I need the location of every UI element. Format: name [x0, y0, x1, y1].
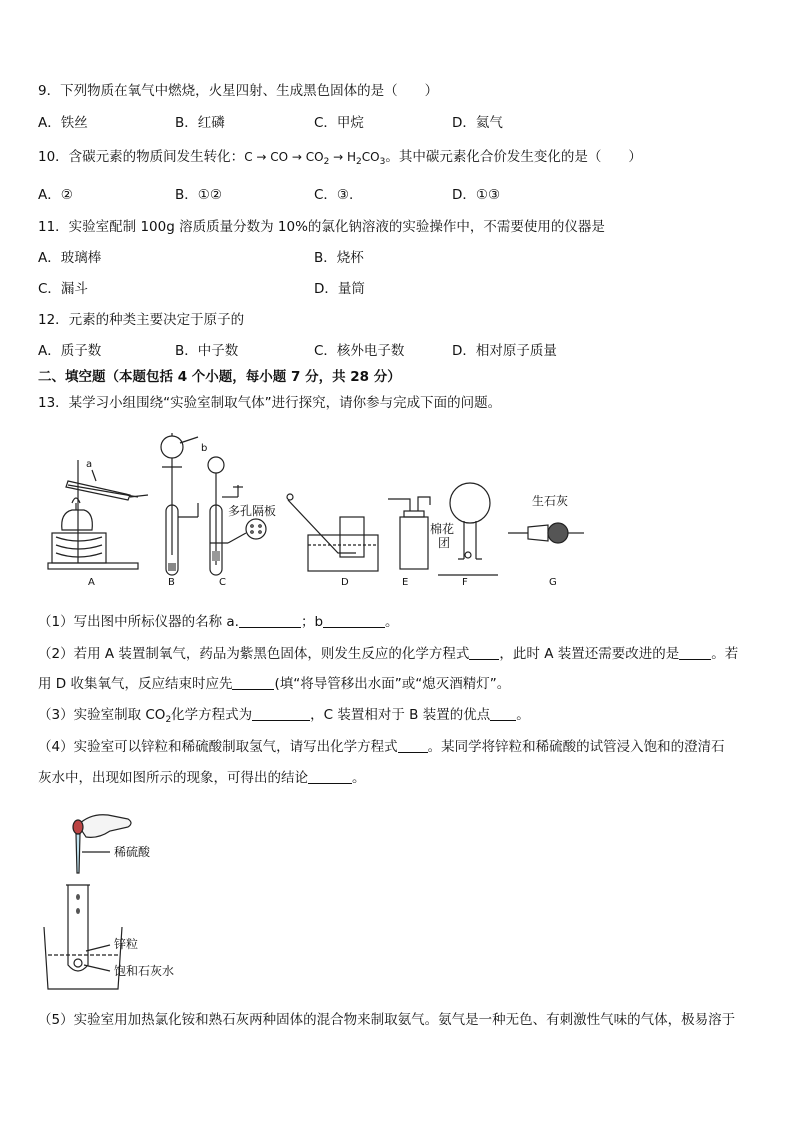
q11-option-b: B．烧杯 [314, 250, 364, 266]
answer-blank-order[interactable] [232, 675, 274, 690]
q11-option-d: D．量筒 [314, 281, 365, 297]
q10-option-c: C．③. [314, 187, 354, 203]
q12-option-d: D．相对原子质量 [452, 343, 557, 359]
fig-label-g: G [549, 577, 557, 588]
q10-option-a: A．② [38, 187, 73, 203]
q11-option-c: C．漏斗 [38, 281, 88, 297]
answer-blank-conclusion[interactable] [308, 769, 352, 784]
q13-part1: （1）写出图中所标仪器的名称 a. ；b 。 [38, 614, 399, 630]
q10-stem-a: 10．含碳元素的物质间发生转化： [38, 149, 245, 165]
q13-part4-line2: 灰水中，出现如图所示的现象，可得出的结论 。 [38, 770, 366, 786]
q11-stem: 11．实验室配制 100g 溶质质量分数为 10%的氯化钠溶液的实验操作中，不需要使用的仪器是 [38, 219, 605, 235]
q9-stem: 9．下列物质在氧气中燃烧，火星四射、生成黑色固体的是（ ） [38, 83, 439, 99]
q9-option-c: C．甲烷 [314, 115, 364, 131]
q13-part5: （5）实验室用加热氯化铵和熟石灰两种固体的混合物来制取氨气。氨气是一种无色、有刺激性气味的气体，极易溶于 [38, 1012, 736, 1028]
apparatus-g [508, 523, 584, 543]
answer-blank-improve[interactable] [679, 645, 711, 660]
q13-part2-line1: （2）若用 A 装置制氧气，药品为紫黑色固体，则发生反应的化学方程式 ，此时 A 装置还需要改进的是 。若 [38, 646, 739, 662]
fig-label-a: A [88, 577, 95, 588]
section-title: 二、填空题（本题包括 4 个小题，每小题 7 分，共 28 分） [38, 369, 401, 385]
q12-stem: 12．元素的种类主要决定于原子的 [38, 312, 245, 328]
apparatus-d [287, 494, 378, 571]
answer-blank-a[interactable] [239, 613, 301, 628]
answer-blank-co2[interactable] [252, 706, 310, 721]
q13-stem: 13．某学习小组围绕“实验室制取气体”进行探究，请你参与完成下面的问题。 [38, 395, 502, 411]
fig-porous-plate: 多孔隔板 [228, 504, 277, 518]
q13-part2-line2: 用 D 收集氧气，反应结束时应先 (填“将导管移出水面”或“熄灭酒精灯”。 [38, 676, 511, 692]
q10-option-d: D．①③ [452, 187, 501, 203]
fig-label-f: F [462, 577, 468, 588]
fig-cotton-2: 团 [438, 536, 451, 550]
label-dilute-sulfuric-acid: 稀硫酸 [114, 845, 151, 859]
label-saturated-lime-water: 饱和石灰水 [114, 964, 175, 978]
beaker-figure [38, 805, 218, 1005]
q9-option-a: A．铁丝 [38, 115, 88, 131]
fig-mark-a: a [86, 459, 93, 470]
label-zinc-granules: 锌粒 [114, 937, 139, 951]
apparatus-b [161, 433, 198, 575]
fig-label-e: E [402, 577, 409, 588]
q13-part3: （3）实验室制取 $CO_2$化学方程式为 ，C 装置相对于 B 装置的优点 。 [38, 707, 530, 725]
q10-stem-b: 。其中碳元素化合价发生变化的是（ ） [385, 149, 642, 165]
q12-option-b: B．中子数 [175, 343, 239, 359]
fig-quicklime: 生石灰 [532, 494, 569, 508]
q12-option-a: A．质子数 [38, 343, 102, 359]
q12-option-c: C．核外电子数 [314, 343, 405, 359]
q10-option-b: B．①② [175, 187, 222, 203]
apparatus-figure [38, 425, 598, 595]
fig-label-d: D [341, 577, 349, 588]
fig-label-c: C [219, 577, 226, 588]
apparatus-e [388, 497, 430, 569]
answer-blank-equation[interactable] [469, 645, 499, 660]
q10-formula: C → CO → $CO_2 \to H_2CO_3$ [244, 150, 386, 167]
apparatus-a [48, 460, 148, 569]
q10-stem [38, 147, 642, 172]
fig-cotton-1: 棉花 [430, 522, 455, 536]
fig-label-b: B [168, 577, 175, 588]
answer-blank-b[interactable] [323, 613, 385, 628]
q9-option-d: D．氦气 [452, 115, 503, 131]
answer-blank-advantage[interactable] [490, 706, 516, 721]
q11-option-a: A．玻璃棒 [38, 250, 102, 266]
fig-mark-b: b [201, 443, 208, 454]
q9-option-b: B．红磷 [175, 115, 225, 131]
answer-blank-h2[interactable] [398, 738, 428, 753]
q13-part4-line1: （4）实验室可以锌粒和稀硫酸制取氢气，请写出化学方程式 。某同学将锌粒和稀硫酸的试管浸入饱和的澄清石 [38, 739, 725, 755]
